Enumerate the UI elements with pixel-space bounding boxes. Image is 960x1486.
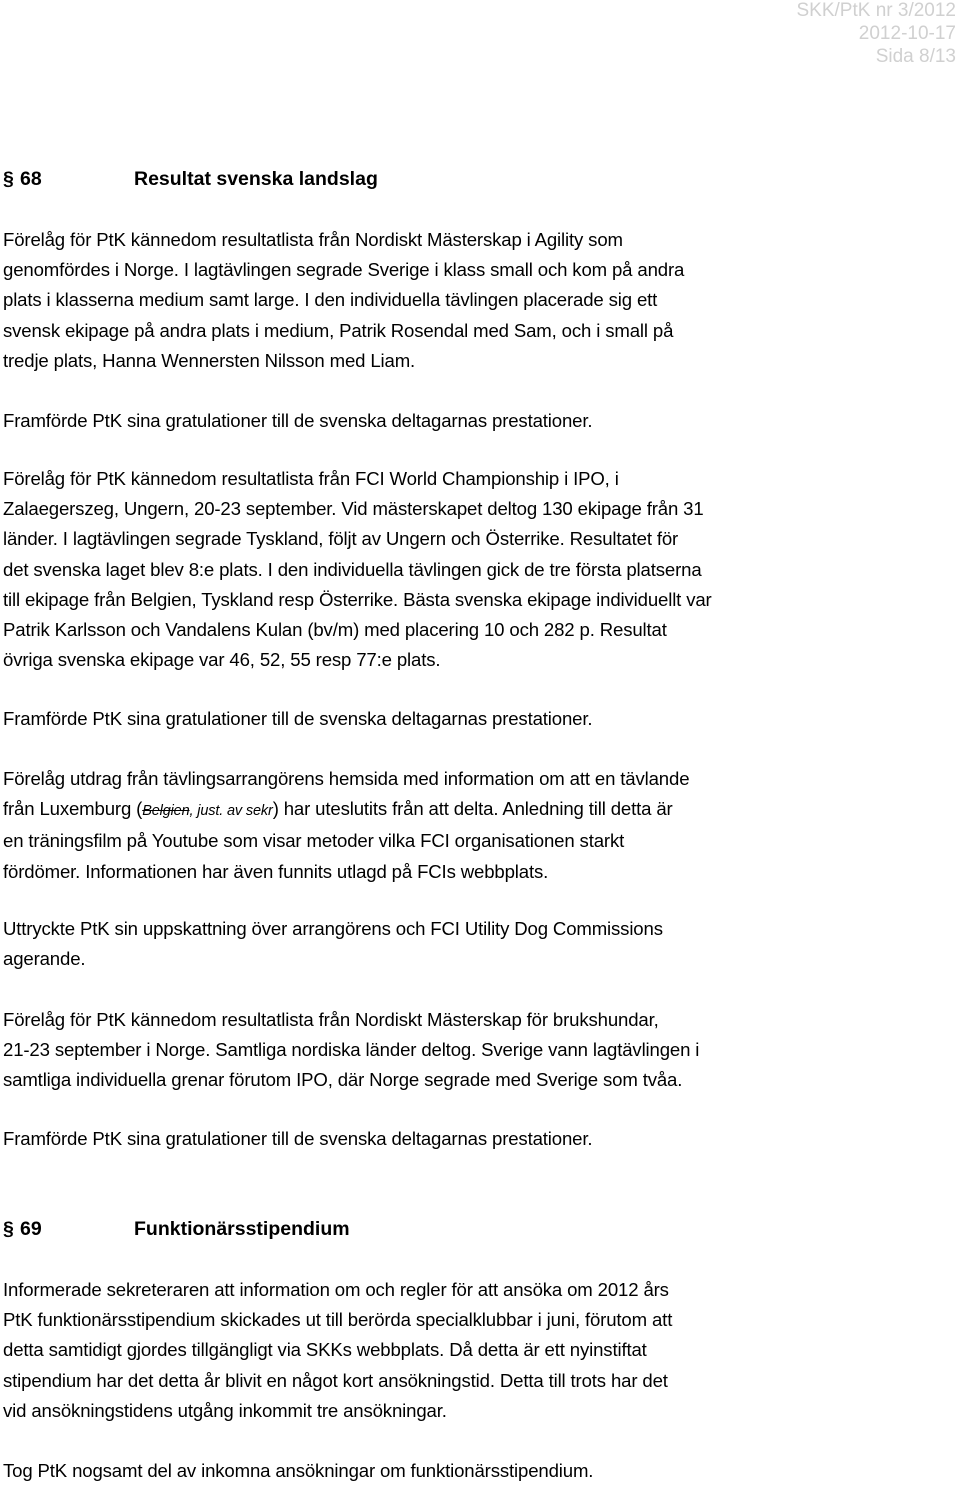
text-line: Framförde PtK sina gratulationer till de svenska deltagarnas prestationer. xyxy=(3,1128,593,1149)
text-line: detta samtidigt gjordes tillgängligt via SKKs webbplats. Då detta är ett nyinstiftat xyxy=(3,1339,647,1361)
text-line: PtK funktionärsstipendium skickades ut till berörda specialklubbar i juni, förutom att xyxy=(3,1309,673,1331)
text-line: vid ansökningstidens utgång inkommit tre ansökningar. xyxy=(3,1399,447,1421)
text-line: stipendium har det detta år blivit en något kort ansökningstid. Detta till trots har det xyxy=(3,1369,668,1391)
paragraph xyxy=(3,464,943,675)
text-line: en träningsfilm på Youtube som visar metoder vilka FCI organisationen starkt xyxy=(3,830,625,852)
text-line: svensk ekipage på andra plats i medium, Patrik Rosendal med Sam, och i small på xyxy=(3,319,674,341)
paragraph xyxy=(3,1124,943,1154)
text-line: tredje plats, Hanna Wennersten Nilsson med Liam. xyxy=(3,349,416,371)
section-title: Funktionärsstipendium xyxy=(134,1218,350,1240)
text-line: agerande. xyxy=(3,948,86,970)
paragraph xyxy=(3,704,943,734)
text-line: 21-23 september i Norge. Samtliga nordiska länder deltog. Sverige vann lagtävlingen i xyxy=(3,1039,700,1061)
text-line: Förelåg för PtK kännedom resultatlista från Nordiskt Mästerskap för brukshundar, xyxy=(3,1009,659,1030)
section-sign: § xyxy=(3,1218,14,1240)
document-date: 2012-10-17 xyxy=(858,23,956,44)
text-line: fördömer. Informationen har även funnits utlagd på FCIs webbplats. xyxy=(3,860,549,882)
text-line: Zalaegerszeg, Ungern, 20-23 september. Vid mästerskapet deltog 130 ekipage från 31 xyxy=(3,498,704,520)
struck-text: Belgien xyxy=(142,803,190,820)
paragraph xyxy=(3,764,943,887)
text-line: Förelåg utdrag från tävlingsarrangörens hemsida med information om att en tävlande xyxy=(3,768,690,789)
text-line xyxy=(3,794,943,826)
section-sign: § xyxy=(3,168,14,190)
section-heading-69 xyxy=(3,1217,350,1241)
text-line: samtliga individuella grenar förutom IPO, där Norge segrade med Sverige som tvåa. xyxy=(3,1069,683,1091)
paragraph xyxy=(3,225,943,376)
text-line: Informerade sekreteraren att information om och regler för att ansöka om 2012 års xyxy=(3,1279,669,1300)
text-line: Förelåg för PtK kännedom resultatlista från Nordiskt Mästerskap i Agility som xyxy=(3,229,623,250)
section-number: 69 xyxy=(20,1218,42,1240)
text-line: Framförde PtK sina gratulationer till de svenska deltagarnas prestationer. xyxy=(3,708,593,729)
paragraph xyxy=(3,406,943,436)
paragraph xyxy=(3,1456,943,1486)
text-line: plats i klasserna medium samt large. I den individuella tävlingen placerade sig ett xyxy=(3,289,658,311)
section-number: 68 xyxy=(20,168,42,190)
paragraph xyxy=(3,1005,943,1096)
text-line: Förelåg för PtK kännedom resultatlista från FCI World Championship i IPO, i xyxy=(3,468,619,489)
text-line: det svenska laget blev 8:e plats. I den individuella tävlingen gick de tre första platserna xyxy=(3,558,702,580)
editor-note: , just. av sekr xyxy=(189,803,273,820)
section-title: Resultat svenska landslag xyxy=(134,168,378,190)
text-line: Framförde PtK sina gratulationer till de svenska deltagarnas prestationer. xyxy=(3,410,593,431)
page-number: Sida 8/13 xyxy=(875,46,956,67)
paragraph xyxy=(3,1275,943,1426)
page-header xyxy=(797,0,957,68)
section-heading-68 xyxy=(3,167,378,191)
text-line: till ekipage från Belgien, Tyskland resp Österrike. Bästa svenska ekipage individuellt var xyxy=(3,588,712,610)
text-fragment: från Luxemburg ( xyxy=(3,798,143,820)
text-line: länder. I lagtävlingen segrade Tyskland, följt av Ungern och Österrike. Resultatet för xyxy=(3,528,679,550)
paragraph xyxy=(3,914,943,974)
text-line: genomfördes i Norge. I lagtävlingen segrade Sverige i klass small och kom på andra xyxy=(3,259,685,281)
text-line: Patrik Karlsson och Vandalens Kulan (bv/m) med placering 10 och 282 p. Resultat xyxy=(3,619,667,641)
text-line: Tog PtK nogsamt del av inkomna ansökningar om funktionärsstipendium. xyxy=(3,1460,594,1481)
text-line: Uttryckte PtK sin uppskattning över arrangörens och FCI Utility Dog Commissions xyxy=(3,918,663,939)
document-reference: SKK/PtK nr 3/2012 xyxy=(796,0,956,21)
text-line: övriga svenska ekipage var 46, 52, 55 resp 77:e plats. xyxy=(3,649,441,671)
text-fragment: ) har uteslutits från att delta. Anledning till detta är xyxy=(272,798,673,820)
